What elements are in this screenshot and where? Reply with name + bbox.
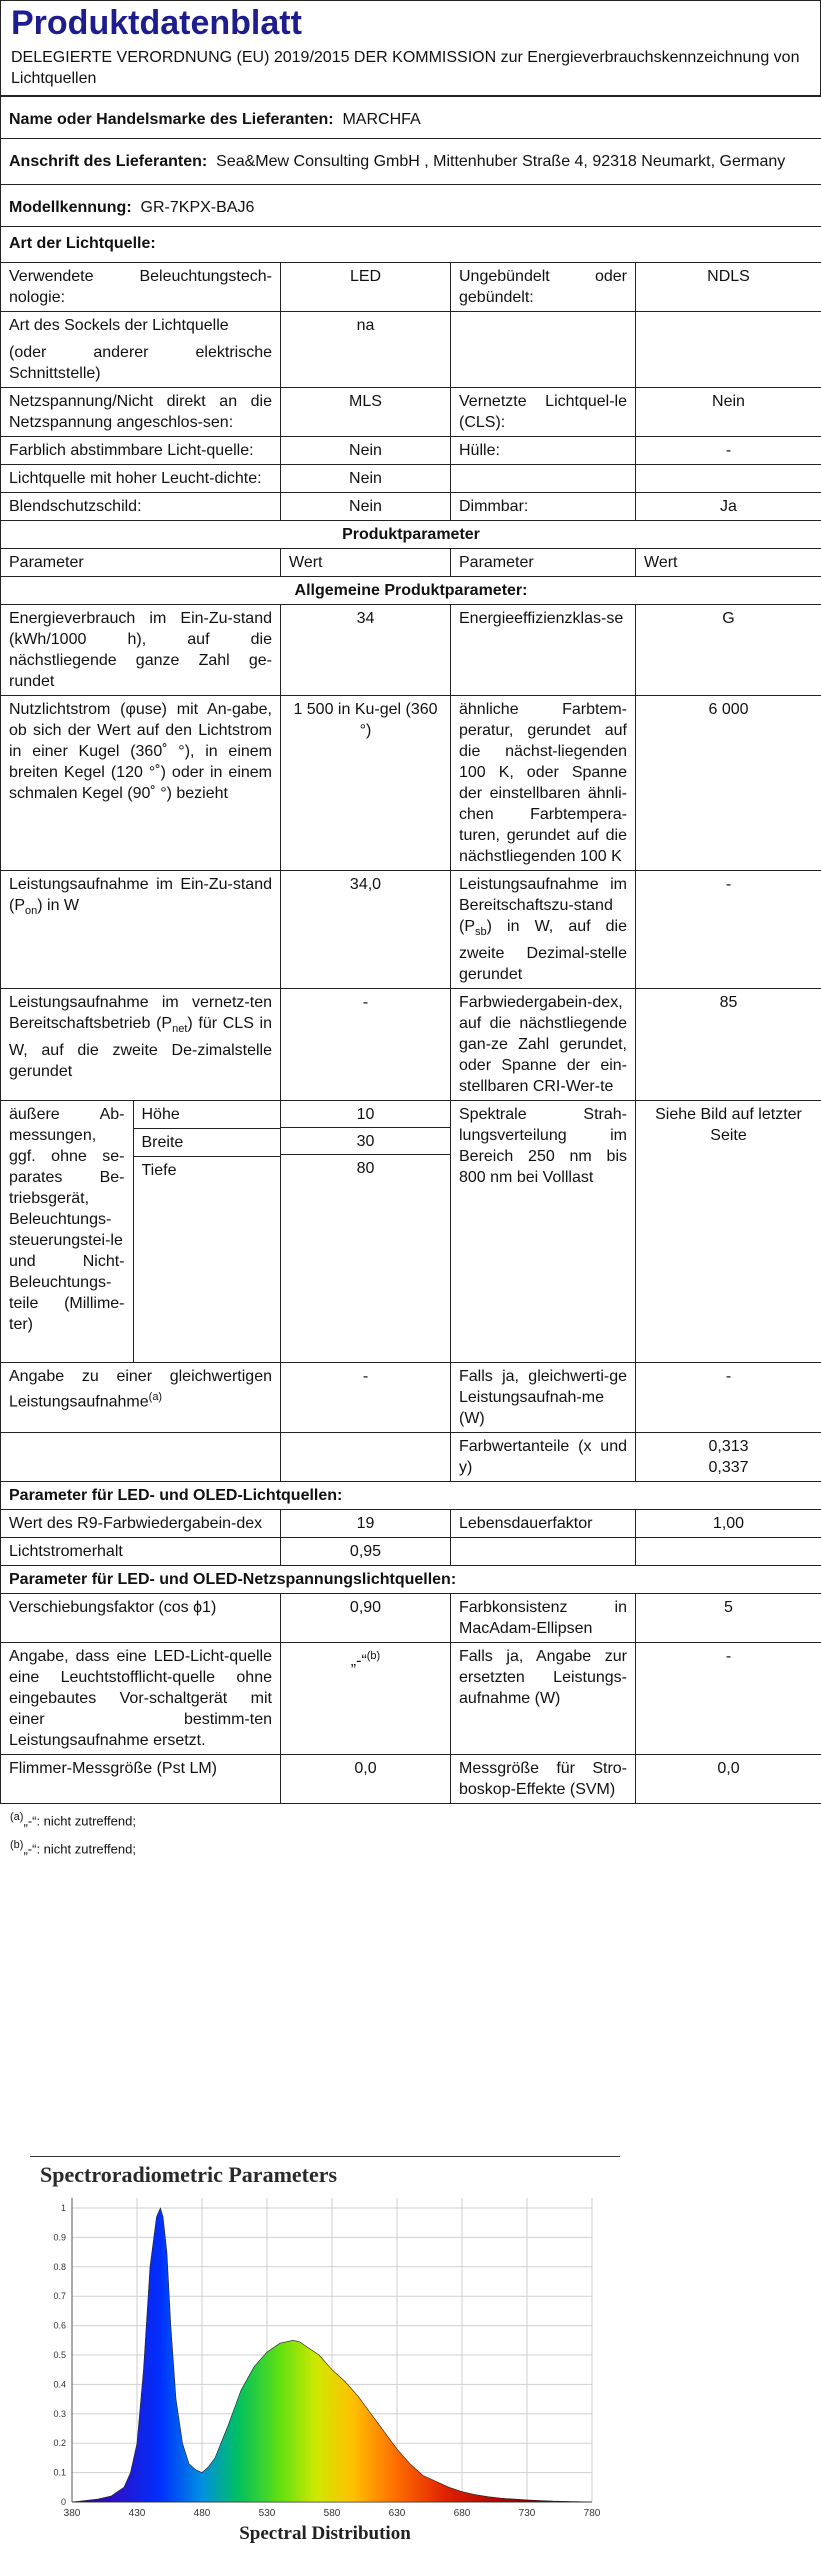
fluorescent-replacement-text: „-“	[350, 1652, 367, 1670]
table-row	[1, 263, 821, 312]
luminous-flux-value: 1 500 in Ku-gel (360 °)	[281, 696, 451, 871]
x-tick-label: 780	[583, 2508, 601, 2519]
color-consistency-label: Farbkonsistenz in MacAdam-Ellipsen	[451, 1594, 636, 1643]
y-tick-label: 0.3	[53, 2408, 66, 2419]
cri-value: 85	[636, 989, 821, 1101]
displacement-factor-label: Verschiebungsfaktor (cos ϕ1)	[1, 1594, 281, 1643]
x-tick-label: 580	[323, 2508, 341, 2519]
x-tick-label: 480	[193, 2508, 211, 2519]
chromaticity-label: Farbwertanteile (x und y)	[451, 1433, 636, 1482]
table-row	[1, 871, 821, 989]
color-consistency-value: 5	[636, 1594, 821, 1643]
y-tick-label: 0.7	[53, 2291, 66, 2302]
dimmable-label: Dimmbar:	[451, 493, 636, 521]
y-tick-label: 1	[60, 2203, 66, 2213]
networked-standby-sub: net	[172, 1023, 188, 1036]
table-row	[1, 696, 821, 871]
empty-cell	[636, 1538, 821, 1566]
spectrum-svg	[30, 2150, 620, 2560]
on-power-value: 34,0	[281, 871, 451, 989]
technology-value: LED	[281, 263, 451, 312]
equivalent-power-w-label: Falls ja, gleichwerti-ge Leistungsaufnah-me (W)	[451, 1363, 636, 1433]
height-value: 10	[281, 1101, 450, 1128]
networked-standby-value: -	[281, 989, 451, 1101]
table-row	[1, 1433, 821, 1482]
technology-label: Verwendete Beleuchtungstech-nologie:	[1, 263, 281, 312]
spectral-distribution-label: Spektrale Strah-lungsverteilung im Bereich 250 nm bis 800 nm bei Volllast	[451, 1101, 636, 1363]
high-luminance-value: Nein	[281, 465, 451, 493]
fluorescent-replacement-label: Angabe, dass eine LED-Licht-quelle eine Leuchtstofflicht-quelle ohne eingebautes Vor-schaltgerät mit einer bestimm-ten Leistungsaufnahme ersetzt.	[1, 1643, 281, 1755]
footnote-mark: (a)	[10, 1811, 24, 1824]
led-mains-params-heading: Parameter für LED- und OLED-Netzspannungslichtquellen:	[1, 1566, 821, 1594]
table-row	[1, 493, 821, 521]
table-row	[1, 989, 821, 1101]
table-row	[1, 1101, 821, 1363]
y-tick-label: 0.2	[53, 2438, 66, 2449]
x-tick-label: 730	[518, 2508, 536, 2519]
width-label: Breite	[133, 1129, 280, 1157]
y-tick-label: 0.1	[53, 2467, 66, 2478]
param-header-row	[1, 549, 821, 577]
efficiency-class-value: G	[636, 605, 821, 696]
dimensions-cell	[1, 1101, 281, 1363]
cap-type-label-extra: (oder anderer elektrische Schnittstelle)	[9, 344, 272, 382]
standby-power-label	[451, 871, 636, 989]
table-row	[1, 605, 821, 696]
high-luminance-label: Lichtquelle mit hoher Leucht-dichte:	[1, 465, 281, 493]
empty-cell	[636, 465, 821, 493]
table-row	[1, 1510, 821, 1538]
footnotes	[10, 1808, 811, 1858]
supplier-name-row	[1, 97, 821, 139]
survival-factor-label: Lebensdauerfaktor	[451, 1510, 636, 1538]
color-temperature-label: ähnliche Farbtem-peratur, gerundet auf die nächst-liegenden 100 K, oder Spanne der einstellbaren ähnli-chen Farbtempera-turen, gerundet auf die nächstliegenden 100 K	[451, 696, 636, 871]
replaced-power-value: -	[636, 1643, 821, 1755]
header	[0, 0, 821, 96]
efficiency-class-label: Energieeffizienzklas-se	[451, 605, 636, 696]
table-row	[1, 1594, 821, 1643]
chart-title: Spectroradiometric Parameters	[40, 2162, 338, 2187]
value-header: Wert	[636, 549, 821, 577]
supplier-address-row	[1, 139, 821, 185]
on-power-label-unit: ) in W	[37, 897, 80, 914]
table-row	[1, 388, 821, 437]
mains-value: MLS	[281, 388, 451, 437]
footnote-text: „-“: nicht zutreffend;	[23, 1840, 136, 1856]
x-tick-label: 380	[63, 2508, 81, 2519]
equivalent-power-value: -	[281, 1363, 451, 1433]
dimensions-values	[281, 1101, 451, 1363]
tunable-label: Farblich abstimmbare Licht-quelle:	[1, 437, 281, 465]
value-header: Wert	[281, 549, 451, 577]
depth-label: Tiefe	[141, 1162, 177, 1180]
width-value: 30	[281, 1128, 450, 1155]
stroboscopic-value: 0,0	[636, 1755, 821, 1804]
fluorescent-replacement-value	[281, 1643, 451, 1755]
cap-type-label-main: Art des Sockels der Lichtquelle	[9, 317, 229, 334]
table-row	[1, 312, 821, 388]
page-title: Produktdatenblatt	[11, 4, 302, 42]
footnote-text: „-“: nicht zutreffend;	[23, 1813, 136, 1829]
chromaticity-y: 0,337	[708, 1459, 749, 1477]
envelope-value: -	[636, 437, 821, 465]
empty-cell	[451, 312, 636, 388]
displacement-factor-value: 0,90	[281, 1594, 451, 1643]
table-row	[1, 437, 821, 465]
general-params-heading: Allgemeine Produktparameter:	[1, 577, 821, 605]
r9-value: 19	[281, 1510, 451, 1538]
table-row	[1, 1755, 821, 1804]
footnote-b	[10, 1836, 811, 1858]
spectral-chart	[30, 2150, 620, 2560]
equivalent-power-w-value: -	[636, 1363, 821, 1433]
y-tick-label: 0.5	[53, 2350, 66, 2360]
cap-type-value: na	[281, 312, 451, 388]
depth-value: 80	[356, 1160, 375, 1178]
height-label: Höhe	[133, 1101, 280, 1129]
chart-xlabel: Spectral Distribution	[239, 2523, 411, 2544]
table-row	[1, 1363, 821, 1433]
equivalent-power-label-text: Angabe zu einer gleichwertigen Leistungsaufnahme	[9, 1368, 272, 1411]
x-tick-label: 530	[258, 2508, 276, 2519]
connected-value: Nein	[636, 388, 821, 437]
on-power-label-text: Leistungsaufnahme im Ein-Zu-stand (P	[9, 876, 272, 914]
model-label: Modellkennung:	[9, 199, 132, 216]
regulation-subtitle: DELEGIERTE VERORDNUNG (EU) 2019/2015 DER KOMMISSION zur Energieverbrauchskennzeichnung von Lichtquellen	[11, 49, 800, 87]
on-power-sub: on	[25, 905, 38, 918]
equivalent-power-label	[1, 1363, 281, 1433]
networked-standby-label-unit: ) für CLS in W, auf die zweite De-zimalstelle gerundet	[9, 1015, 272, 1081]
flicker-label: Flimmer-Messgröße (Pst LM)	[1, 1755, 281, 1804]
y-tick-label: 0.8	[53, 2261, 66, 2272]
color-temperature-value: 6 000	[636, 696, 821, 871]
flicker-value: 0,0	[281, 1755, 451, 1804]
light-source-type-heading: Art der Lichtquelle:	[1, 227, 821, 263]
stroboscopic-label: Messgröße für Stro-boskop-Effekte (SVM)	[451, 1755, 636, 1804]
empty-cell	[451, 1538, 636, 1566]
param-header: Parameter	[451, 549, 636, 577]
supplier-address: Sea&Mew Consulting GmbH , Mittenhuber Straße 4, 92318 Neumarkt, Germany	[216, 153, 786, 170]
table-row	[1, 1643, 821, 1755]
chromaticity-x: 0,313	[708, 1438, 749, 1456]
standby-power-value: -	[636, 871, 821, 989]
luminous-flux-label: Nutzlichtstrom (φuse) mit An-gabe, ob sich der Wert auf den Lichtstrom in einer Kugel (360˚ °), in einem breiten Kegel (120 °˚) oder in einem schmalen Kegel (90˚ °) bezieht	[1, 696, 281, 871]
param-header: Parameter	[1, 549, 281, 577]
model-row	[1, 185, 821, 227]
table-row	[1, 1538, 821, 1566]
product-params-heading: Produktparameter	[1, 521, 821, 549]
dimensions-subtable	[1, 1101, 280, 1362]
cri-label: Farbwiedergabein-dex, auf die nächstliegende gan-ze Zahl gerundet, oder Spanne der ein-stellbaren CRI-Wer-te	[451, 989, 636, 1101]
empty-cell	[1, 1433, 281, 1482]
standby-power-sub: sb	[475, 926, 487, 939]
datasheet-table	[0, 96, 821, 1804]
footnote-a	[10, 1808, 811, 1830]
networked-standby-label-text: Leistungsaufnahme im vernetz-ten Bereitschaftsbetrieb (P	[9, 994, 272, 1033]
dimmable-value: Ja	[636, 493, 821, 521]
supplier-address-label: Anschrift des Lieferanten:	[9, 153, 208, 170]
spectral-distribution-value: Siehe Bild auf letzter Seite	[636, 1101, 821, 1363]
supplier-name-label: Name oder Handelsmarke des Lieferanten:	[9, 111, 334, 128]
on-power-label	[1, 871, 281, 989]
model-id: GR-7KPX-BAJ6	[140, 199, 255, 216]
cap-type-label	[1, 312, 281, 388]
energy-consumption-label: Energieverbrauch im Ein-Zu-stand (kWh/1000 h), auf die nächstliegende ganze Zahl ge-rundet	[1, 605, 281, 696]
y-tick-label: 0	[60, 2497, 66, 2507]
standby-power-label-unit: ) in W, auf die zweite Dezimal-stelle gerundet	[459, 918, 627, 984]
empty-cell	[451, 465, 636, 493]
envelope-label: Hülle:	[451, 437, 636, 465]
tunable-value: Nein	[281, 437, 451, 465]
lumen-maintenance-label: Lichtstromerhalt	[1, 1538, 281, 1566]
footnote-ref-b: (b)	[366, 1650, 381, 1663]
empty-cell	[636, 312, 821, 388]
y-tick-label: 0.4	[53, 2379, 66, 2390]
connected-label: Vernetzte Lichtquel-le (CLS):	[451, 388, 636, 437]
directional-value: NDLS	[636, 263, 821, 312]
mains-label: Netzspannung/Nicht direkt an die Netzspannung angeschlos-sen:	[1, 388, 281, 437]
footnote-ref-a: (a)	[148, 1391, 163, 1404]
chromaticity-values	[636, 1433, 821, 1482]
replaced-power-label: Falls ja, Angabe zur ersetzten Leistungs-aufnahme (W)	[451, 1643, 636, 1755]
y-tick-label: 0.9	[53, 2232, 66, 2243]
r9-label: Wert des R9-Farbwiedergabein-dex	[1, 1510, 281, 1538]
x-tick-label: 680	[453, 2508, 471, 2519]
footnote-mark: (b)	[10, 1838, 24, 1851]
directional-label: Ungebündelt oder gebündelt:	[451, 263, 636, 312]
x-tick-label: 630	[388, 2508, 406, 2519]
y-tick-label: 0.6	[53, 2320, 66, 2331]
energy-consumption-value: 34	[281, 605, 451, 696]
led-params-heading: Parameter für LED- und OLED-Lichtquellen:	[1, 1482, 821, 1510]
networked-standby-label	[1, 989, 281, 1101]
x-tick-label: 430	[128, 2508, 146, 2519]
survival-factor-value: 1,00	[636, 1510, 821, 1538]
glare-shield-value: Nein	[281, 493, 451, 521]
empty-cell	[281, 1433, 451, 1482]
dimensions-label: äußere Ab-messungen, ggf. ohne se-parates Be-triebsgerät, Beleuchtungs-steuerungstei-le und Nicht-Beleuchtungs-teile (Millime-ter)	[1, 1101, 133, 1362]
standby-power-label-text: Leistungsaufnahme im Bereitschaftszu-stand (P	[459, 876, 627, 935]
supplier-name: MARCHFA	[342, 111, 421, 128]
lumen-maintenance-value: 0,95	[281, 1538, 451, 1566]
glare-shield-label: Blendschutzschild:	[1, 493, 281, 521]
table-row	[1, 465, 821, 493]
